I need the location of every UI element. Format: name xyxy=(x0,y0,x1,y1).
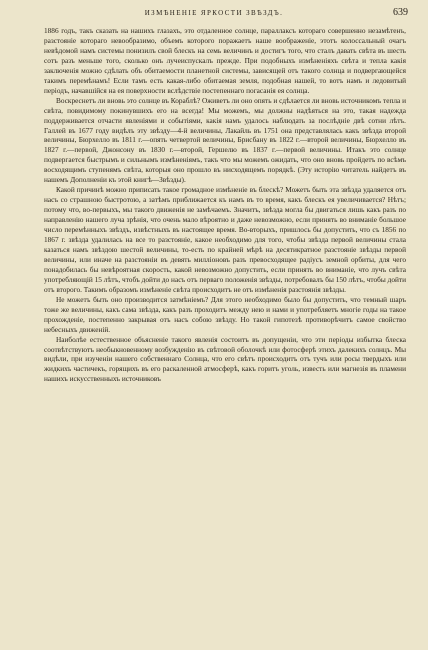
running-title: ИЗМѢНЕНІЕ ЯРКОСТИ ЗВѢЗДЪ. xyxy=(144,9,284,17)
page-number: 639 xyxy=(393,7,408,18)
paragraph-1: 1886 годъ, такъ сказать на нашихъ глазахъ, это отдаленное солнце, параллаксъ котораго совершенно незамѣтенъ, разстояніе котораго невообразимо, объемъ которого поражаетъ наше воображеніе, этотъ колоссальный очагъ невѣдомой намъ системы понизилъ свой блескъ на семь величинъ и достигъ того, что сталъ давать свѣта въ шесть сотъ разъ меньше того, сколько онъ лучеиспускалъ прежде. При подобныхъ измѣненіяхъ свѣта и тепла какія заключенія можно сдѣлать объ обитаемости планетной системы, зависящей отъ такого солнца и подвергающейся такимъ перемѣнамъ! Если тамъ есть какая-либо обитаемая земля, подобная нашей, то вотъ намъ и ледовитый періодъ, начавшійся на ея поверхности вслѣдствіе постепеннаго погасанія ея солнца. xyxy=(44,26,406,95)
paragraph-3: Какой причинѣ можно приписать такое громадное измѣненіе въ блескѣ? Можетъ быть эта звѣзда удаляется отъ насъ со страшною быстротою, а затѣмъ приближается къ намъ въ то время, какъ блескъ ея увеличивается? Нѣтъ; потому что, во-первыхъ, мы такого движенія не замѣчаемъ. Значитъ, звѣзда могла бы двигаться лишь какъ разъ по направленію нашего луча зрѣнія, что очень мало вѣроятно и даже невозможно, если принять во вниманіе большое число перемѣнныхъ звѣздъ, извѣстныхъ въ настоящее время. Во-вторыхъ, пришлось бы допустить, что съ 1856 по 1867 г. звѣзда удалилась на все то разстояніе, какое необходимо для того, чтобы звѣзда первой величины стала казаться намъ звѣздою шестой величины, то-есть по крайней мѣрѣ на десятикратное разстояніе звѣзды первой величины, или иначе на разстояніи въ девять милліоновъ разъ превосходящее радіусъ земной орбиты, для чего понадобилась бы невѣроятная скорость, какой невозможно допустить, если принять во вниманіе, что лучъ свѣта употребляющій 15 лѣтъ, чтобъ дойти до насъ отъ перваго положенія звѣзды, потребовалъ бы 150 лѣтъ, чтобы дойти отъ второго. Такимъ образомъ измѣненіе свѣта происходитъ не отъ измѣненія разстоянія звѣзды. xyxy=(44,185,406,294)
body-text xyxy=(44,26,406,384)
page-header xyxy=(0,7,428,23)
paragraph-4: Не можетъ быть оно производится затмѣніемъ? Для этого необходимо было бы допустить, что темный шаръ тоже же величины, какъ сама звѣзда, какъ разъ проходитъ между нею и нами и употребляетъ многіе годы на такое прохожденіе, постепенно закрывая отъ насъ собою звѣзду. Но такой гипотезѣ противорѣчитъ самое свойство небесныхъ движеній. xyxy=(44,294,406,334)
paragraph-2: Воскреснетъ ли вновь это солнце въ Кораблѣ? Оживетъ ли оно опять и сдѣлается ли вновь источникомъ тепла и свѣта, повидимому покинувшихъ его на всегда! Мы можемъ, мы должны надѣяться на это, такая надежда поддерживается отчасти явленіями и событіями, какія намъ удалось наблюдать за послѣдніе двѣ сотни лѣтъ. Галлей въ 1677 году видѣлъ эту звѣзду—4-й величины, Лакайль въ 1751 она представлялась какъ звѣзда второй величины, Бюрхелло въ 1811 г.—опять четвертой величины, Брисбану въ 1822 г.—второй величины, Бюрхелло въ 1827 г.—первой, Джонсону въ 1830 г.—второй, Гершелю въ 1837 г.—первой величины. Итакъ это солнце подвергается быстрымъ и сильнымъ измѣненіямъ, такъ что мы можемъ ожидать, что оно вновь пройдетъ по всѣмъ восходящимъ ступенямъ свѣта, которыя оно прошло въ нисходящемъ порядкѣ. (Эту исторію читатель найдетъ въ нашемъ Дополненіи къ этой книгѣ—Звѣзды). xyxy=(44,95,406,185)
paragraph-5: Наиболѣе естественное объясненіе такого явленія состоитъ въ допущеніи, что эти періоды избытка блеска соотвѣтствуютъ необыкновенному возбужденію въ свѣтовой оболочкѣ или фотосферѣ этихъ далекихъ солнцъ. Мы видѣли, при изученіи нашего собственнаго Солнца, что его свѣтъ происходитъ отъ тучъ или росы твердыхъ или жидкихъ частичекъ, горящихъ въ его раскаленной атмосферѣ, какъ горитъ уголь, известь или магнезія въ пламени нашихъ искусственныхъ источниковъ xyxy=(44,334,406,384)
